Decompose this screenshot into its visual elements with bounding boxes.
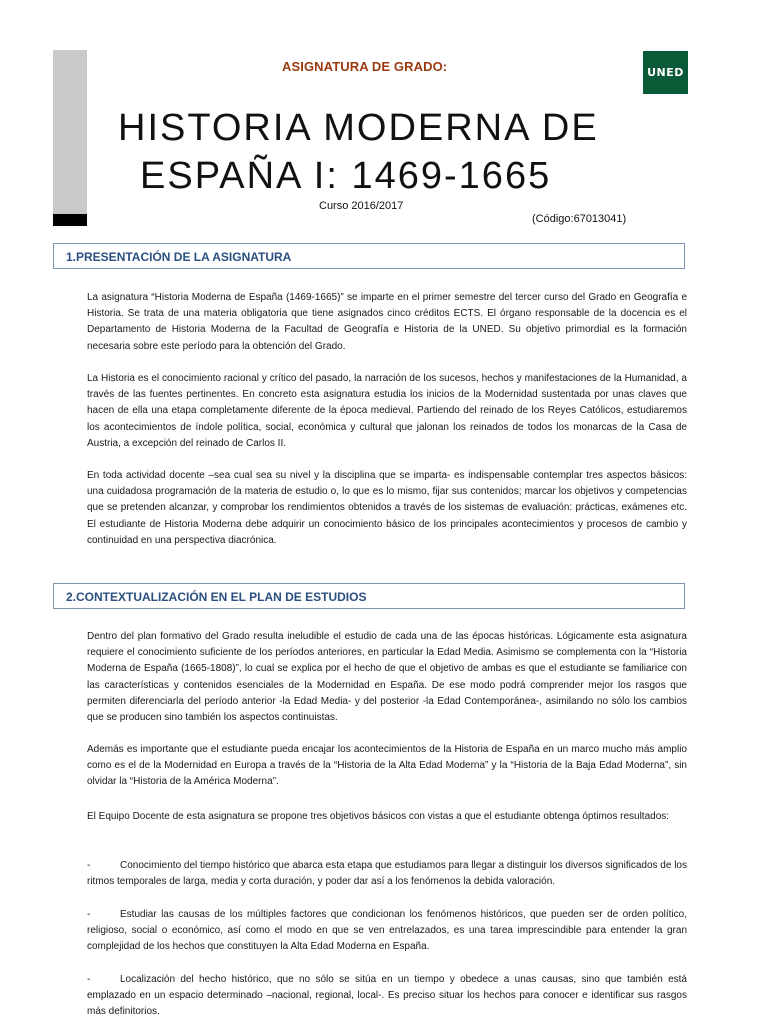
logo-text: UNED xyxy=(647,66,684,79)
title-line-2: ESPAÑA I: 1469-1665 xyxy=(140,155,552,197)
course-year: Curso 2016/2017 xyxy=(319,200,404,212)
list-item-text: Estudiar las causas de los múltiples factores que condicionan los fenómenos históricos, que pueden ser de orden político, religioso, social o económico, así como el modo en que se ven entrelazados, es una tarea imprescindible para entender la gran complejidad de los hechos que constituyen la Alta Edad Moderna en España. xyxy=(87,909,687,953)
paragraph: La Historia es el conocimiento racional y crítico del pasado, la narración de los sucesos, hechos y manifestaciones de la Humanidad, a través de las fuentes pertinentes. En concreto esta asignatura estudia los inicios de la Modernidad sustentada por unas claves que hacen de ella una etapa completamente diferente de la época medieval. Partiendo del reinado de los Reyes Católicos, estudiaremos los acontecimientos de índole política, social, económica y cultural que jalonan los reinados de todos los monarcas de la Casa de Austria, a excepción del reinado de Carlos II. xyxy=(87,373,687,449)
list-item-text: Conocimiento del tiempo histórico que abarca esta etapa que estudiamos para llegar a distinguir los diversos significados de los ritmos temporales de larga, media y corta duración, y poder dar así a los fenómenos la debida valoración. xyxy=(87,860,687,888)
paragraph: En toda actividad docente –sea cual sea su nivel y la disciplina que se imparta- es indispensable contemplar tres aspectos básicos: una cuidadosa programación de la materia de estudio o, lo que es lo mismo, fijar sus contenidos; marcar los objetivos y competencias que se pretenden alcanzar, y comprobar los rendimientos obtenidos a través de los sistemas de evaluación: prácticas, exámenes etc. El estudiante de Historia Moderna debe adquirir un conocimiento básico de los principales acontecimientos y procesos de cambio y continuidad en una perspectiva diacrónica. xyxy=(87,470,687,546)
subject-kicker: ASIGNATURA DE GRADO: xyxy=(282,59,448,74)
decorative-gray-bar xyxy=(53,50,87,214)
subject-code: (Código:67013041) xyxy=(532,213,627,225)
page-title xyxy=(118,104,599,200)
uned-logo xyxy=(643,51,688,94)
list-item xyxy=(87,858,687,890)
bullet-marker: - xyxy=(87,974,91,985)
paragraph: Además es importante que el estudiante pueda encajar los acontecimientos de la Historia de España en un marco mucho más amplio como es el de la Modernidad en Europa a través de la “Historia de la Alta Edad Moderna” y la “Historia de la Baja Edad Moderna”, sin olvidar la “Historia de la América Moderna”. xyxy=(87,744,687,788)
title-line-1: HISTORIA MODERNA DE xyxy=(118,107,599,149)
paragraph: Dentro del plan formativo del Grado resulta ineludible el estudio de cada una de las épocas históricas. Lógicamente esta asignatura requiere el conocimiento suficiente de los períodos anteriores, en particular la Edad Media. Asimismo se complementa con la “Historia Moderna de España (1665-1808)”, lo cual se explica por el hecho de que el objetivo de ambas es que el estudiante se familiarice con las características y contenidos esenciales de la Modernidad en España. De ese modo podrá comprender mejor los rasgos que permiten diferenciarla del período anterior -la Edad Media- y del posterior -la Edad Contemporánea-, asimilando no sólo los cambios que se producen sino también los aspectos continuistas. xyxy=(87,631,687,724)
section-title: 1.PRESENTACIÓN DE LA ASIGNATURA xyxy=(66,250,292,264)
paragraph: El Equipo Docente de esta asignatura se propone tres objetivos básicos con vistas a que el estudiante obtenga óptimos resultados: xyxy=(87,811,670,822)
decorative-black-bar xyxy=(53,214,87,226)
bullet-marker: - xyxy=(87,860,91,871)
section-title: 2.CONTEXTUALIZACIÓN EN EL PLAN DE ESTUDIOS xyxy=(66,590,367,604)
list-item xyxy=(87,972,687,1021)
paragraph: La asignatura “Historia Moderna de España (1469-1665)” se imparte en el primer semestre del tercer curso del Grado en Geografía e Historia. Se trata de una materia obligatoria que tiene asignados cinco créditos ECTS. El órgano responsable de la docencia es el Departamento de Historia Moderna de la Facultad de Geografía e Historia de la UNED. Su objetivo primordial es la formación necesaria sobre este período para la obtención del Grado. xyxy=(87,292,687,352)
bullet-marker: - xyxy=(87,909,91,920)
section-header-contextualizacion xyxy=(53,583,685,609)
list-item xyxy=(87,907,687,956)
section-header-presentacion xyxy=(53,243,685,269)
list-item-text: Localización del hecho histórico, que no sólo se sitúa en un tiempo y obedece a unas causas, sino que también está emplazado en un espacio determinado –nacional, regional, local-. Es preciso situar los hechos para conocer e identificar sus rasgos más definitorios. xyxy=(87,974,687,1018)
